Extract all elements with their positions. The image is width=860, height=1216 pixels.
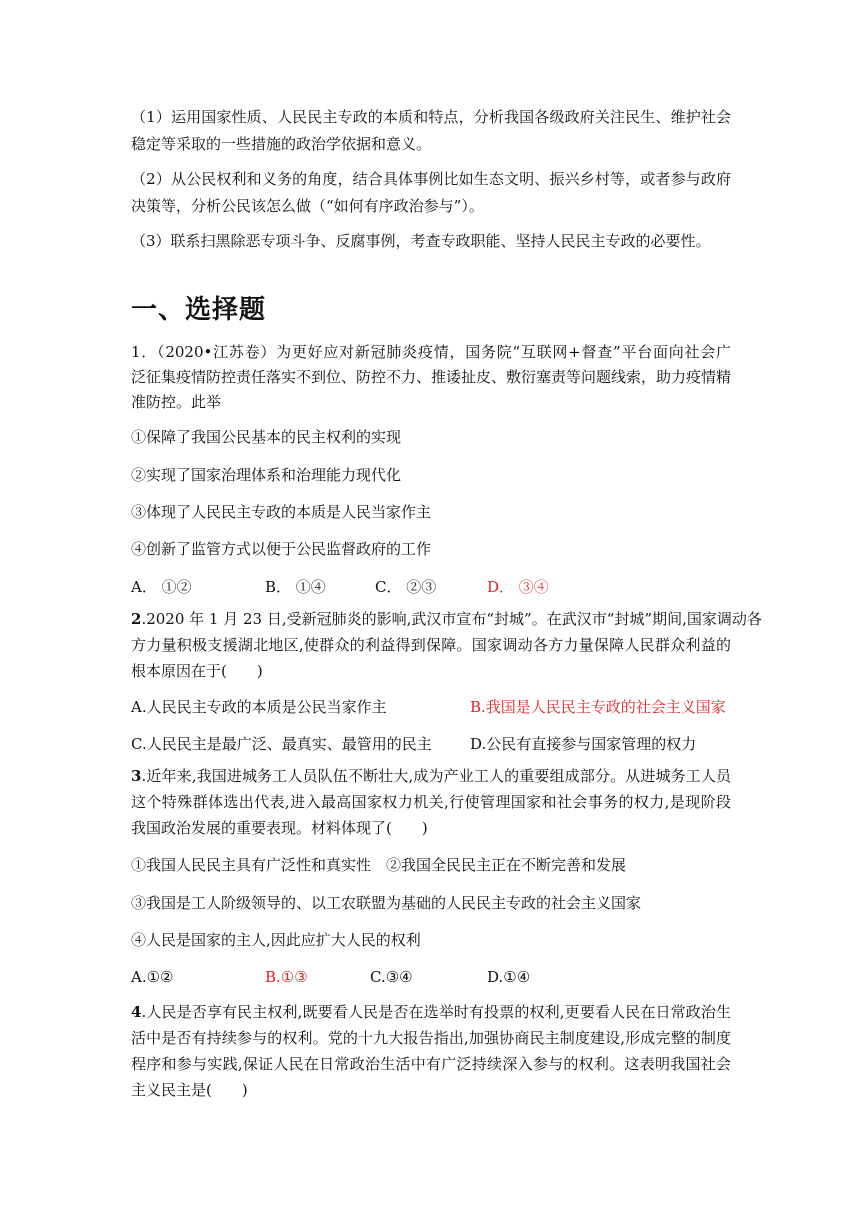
q2-stem-line-3: 根本原因在于( ) [131,662,263,680]
intro-2-line-2: 决策等，分析公民该怎么做（“如何有序政治参与”）。 [131,197,484,215]
q4-stem-line-3: 程序和参与实践,保证人民在日常政治生活中有广泛持续深入参与的权利。这表明我国社会 [131,1055,731,1073]
q1-option-d-answer: D． ③④ [487,578,549,596]
intro-2-line-1: （2）从公民权利和义务的角度，结合具体事例比如生态文明、振兴乡村等，或者参与政府 [131,170,731,188]
q3-option-b-answer: B.①③ [265,968,308,986]
q3-option-a: A.①② [131,968,174,986]
q3-stem-line-1 [131,767,731,785]
q1-item-1: ①保障了我国公民基本的民主权利的实现 [131,428,402,446]
q4-stem-text: .人民是否享有民主权利,既要看人民是否在选举时有投票的权利,更要看人民在日常政治生 [141,1003,731,1021]
q3-stem-text: .近年来,我国进城务工人员队伍不断壮大,成为产业工人的重要组成部分。从进城务工人员 [141,767,731,785]
q3-item-1-2: ①我国人民民主具有广泛性和真实性 ②我国全民民主正在不断完善和发展 [131,856,627,874]
q4-stem-line-4: 主义民主是( ) [131,1081,248,1099]
q1-option-b: B． ①④ [265,578,326,596]
intro-1-line-2: 稳定等采取的一些措施的政治学依据和意义。 [131,135,432,153]
q3-stem-line-3: 我国政治发展的重要表现。材料体现了( ) [131,819,428,837]
q1-item-3: ③体现了人民民主专政的本质是人民当家作主 [131,503,432,521]
intro-3-line-1: （3）联系扫黑除恶专项斗争、反腐事例，考查专政职能、坚持人民民主专政的必要性。 [131,232,711,250]
q3-option-d: D.①④ [487,968,531,986]
q2-stem-text: .2020 年 1 月 23 日,受新冠肺炎的影响,武汉市宣布“封城”。在武汉市“封城”期间,国家调动各 [141,610,762,628]
q2-stem-line-2: 方力量积极支援湖北地区,使群众的利益得到保障。国家调动各方力量保障人民群众利益的 [131,636,731,654]
section-title: 一、选择题 [131,295,267,325]
q1-stem-line-2: 泛征集疫情防控责任落实不到位、防控不力、推诿扯皮、敷衍塞责等问题线索，助力疫情精 [131,368,732,386]
q3-stem-line-2: 这个特殊群体选出代表,进入最高国家权力机关,行使管理国家和社会事务的权力,是现阶段 [131,793,731,811]
q1-stem-line-3: 准防控。此举 [131,393,222,411]
q2-stem-line-1 [131,610,762,628]
q3-number: 3 [131,767,142,785]
q1-item-4: ④创新了监管方式以便于公民监督政府的工作 [131,540,432,558]
q4-stem-line-2: 活中是否有持续参与的权利。党的十九大报告指出,加强协商民主制度建设,形成完整的制度 [131,1029,731,1047]
q1-option-c: C． ②③ [375,578,437,596]
q2-number: 2 [131,610,142,628]
q4-stem-line-1 [131,1003,731,1021]
q2-option-b-answer: B.我国是人民民主专政的社会主义国家 [470,698,726,716]
q3-option-c: C.③④ [370,968,413,986]
intro-1-line-1: （1）运用国家性质、人民民主专政的本质和特点，分析我国各级政府关注民生、维护社会 [131,108,731,126]
q2-option-c: C.人民民主是最广泛、最真实、最管用的民主 [131,735,432,753]
q3-item-4: ④人民是国家的主人,因此应扩大人民的权利 [131,931,421,949]
q1-stem-line-1: 1．（2020•江苏卷）为更好应对新冠肺炎疫情，国务院“互联网+督查”平台面向社会广 [131,343,731,361]
q1-option-a: A． ①② [131,578,192,596]
q3-item-3: ③我国是工人阶级领导的、以工农联盟为基础的人民民主专政的社会主义国家 [131,894,642,912]
q4-number: 4 [131,1003,142,1021]
q1-item-2: ②实现了国家治理体系和治理能力现代化 [131,466,402,484]
q2-option-d: D.公民有直接参与国家管理的权力 [470,735,697,753]
q2-option-a: A.人民民主专政的本质是公民当家作主 [131,698,387,716]
